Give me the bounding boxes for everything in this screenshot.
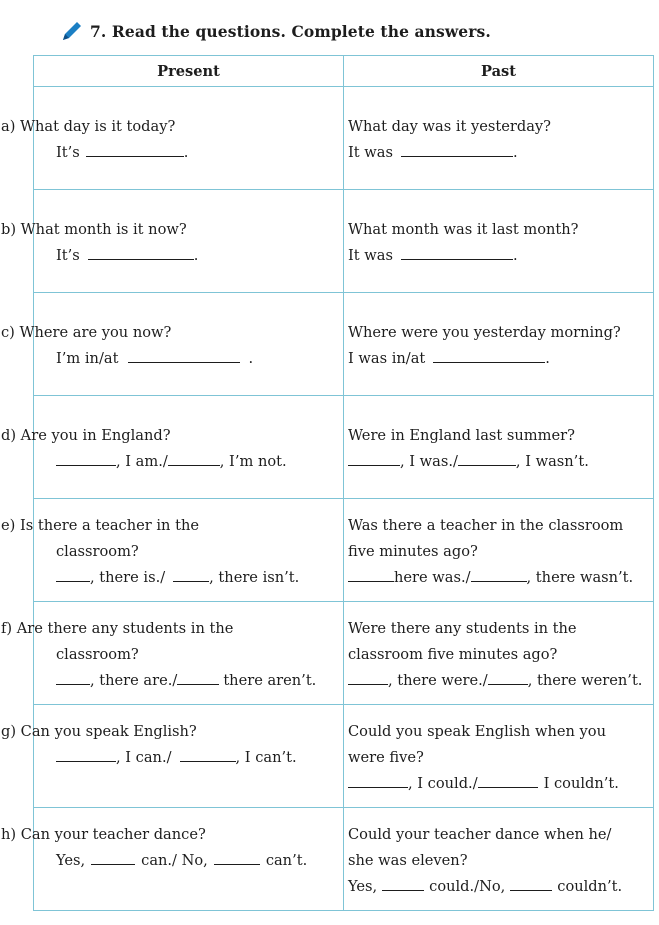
answer-line: , I can./ , I can’t. <box>34 745 343 771</box>
past-question-h-cont: she was eleven? <box>348 852 468 869</box>
question-a: a) What day is it today? <box>1 118 176 135</box>
answer-blank[interactable] <box>56 567 90 582</box>
answer-blank[interactable] <box>401 245 513 260</box>
table-row <box>34 808 654 911</box>
answer-blank[interactable] <box>433 348 545 363</box>
question-b: b) What month is it now? <box>1 221 187 238</box>
table-row <box>34 602 654 705</box>
answer-blank[interactable] <box>177 670 219 685</box>
exercise-header <box>60 16 491 46</box>
answer-line: I’m in/at . <box>56 350 254 367</box>
past-question-e: Was there a teacher in the classroom <box>348 517 624 534</box>
question-g: g) Can you speak English? <box>1 723 197 740</box>
table-row <box>34 190 654 293</box>
answer-blank[interactable] <box>348 773 408 788</box>
answer-line: , I could./ I couldn’t. <box>348 771 653 797</box>
past-question-g: Could you speak English when you <box>348 723 606 740</box>
answer-line: , I was./ , I wasn’t. <box>348 449 653 475</box>
answer-blank[interactable] <box>180 747 236 762</box>
answer-line: here was./ , there wasn’t. <box>348 565 653 591</box>
header-present: Present <box>34 56 344 87</box>
question-f: f) Are there any students in the <box>1 620 234 637</box>
question-f-cont: classroom? <box>56 646 139 663</box>
question-e: e) Is there a teacher in the <box>1 517 199 534</box>
present-past-table <box>1 55 654 911</box>
answer-blank[interactable] <box>382 876 424 891</box>
answer-blank[interactable] <box>471 567 527 582</box>
answer-blank[interactable] <box>348 670 388 685</box>
table-row <box>34 293 654 396</box>
answer-line: It’s . <box>56 247 199 264</box>
answer-line: Yes, could./No, couldn’t. <box>348 878 623 895</box>
past-question-h: Could your teacher dance when he/ <box>348 826 612 843</box>
answer-blank[interactable] <box>214 850 260 865</box>
past-question-f: Were there any students in the <box>348 620 577 637</box>
answer-blank[interactable] <box>86 142 184 157</box>
answer-blank[interactable] <box>56 747 116 762</box>
answer-blank[interactable] <box>348 451 400 466</box>
answer-blank[interactable] <box>478 773 538 788</box>
answer-blank[interactable] <box>128 348 240 363</box>
answer-blank[interactable] <box>173 567 209 582</box>
header-past: Past <box>344 56 654 87</box>
answer-blank[interactable] <box>401 142 513 157</box>
question-c: c) Where are you now? <box>1 324 172 341</box>
past-question-g-cont: were five? <box>348 749 424 766</box>
past-question-d: Were in England last summer? <box>348 427 575 444</box>
past-question-f-cont: classroom five minutes ago? <box>348 646 558 663</box>
question-h: h) Can your teacher dance? <box>1 826 206 843</box>
table-row <box>34 396 654 499</box>
answer-blank[interactable] <box>56 451 116 466</box>
answer-line: , I am./ , I’m not. <box>34 449 343 475</box>
answer-blank[interactable] <box>488 670 528 685</box>
answer-blank[interactable] <box>458 451 516 466</box>
answer-line: It was . <box>348 247 518 264</box>
past-question-b: What month was it last month? <box>348 221 579 238</box>
past-question-a: What day was it yesterday? <box>348 118 551 135</box>
question-e-cont: classroom? <box>56 543 139 560</box>
answer-line: , there are./ there aren’t. <box>34 668 343 694</box>
answer-blank[interactable] <box>168 451 220 466</box>
table-row <box>34 499 654 602</box>
answer-line: It was . <box>348 144 518 161</box>
answer-blank[interactable] <box>348 567 394 582</box>
past-question-c: Where were you yesterday morning? <box>348 324 621 341</box>
answer-blank[interactable] <box>56 670 90 685</box>
pencil-icon <box>60 19 84 43</box>
answer-blank[interactable] <box>88 245 194 260</box>
table-row <box>34 705 654 808</box>
answer-line: , there is./ , there isn’t. <box>34 565 343 591</box>
answer-line: Yes, can./ No, can’t. <box>56 852 308 869</box>
past-question-e-cont: five minutes ago? <box>348 543 478 560</box>
exercise-title: 7. Read the questions. Complete the answers. <box>90 21 491 41</box>
question-d: d) Are you in England? <box>1 427 171 444</box>
table-row <box>34 87 654 190</box>
answer-blank[interactable] <box>91 850 135 865</box>
answer-blank[interactable] <box>510 876 552 891</box>
answer-line: It’s . <box>56 144 189 161</box>
answer-line: I was in/at . <box>348 350 550 367</box>
answer-line: , there were./ , there weren’t. <box>348 668 653 694</box>
